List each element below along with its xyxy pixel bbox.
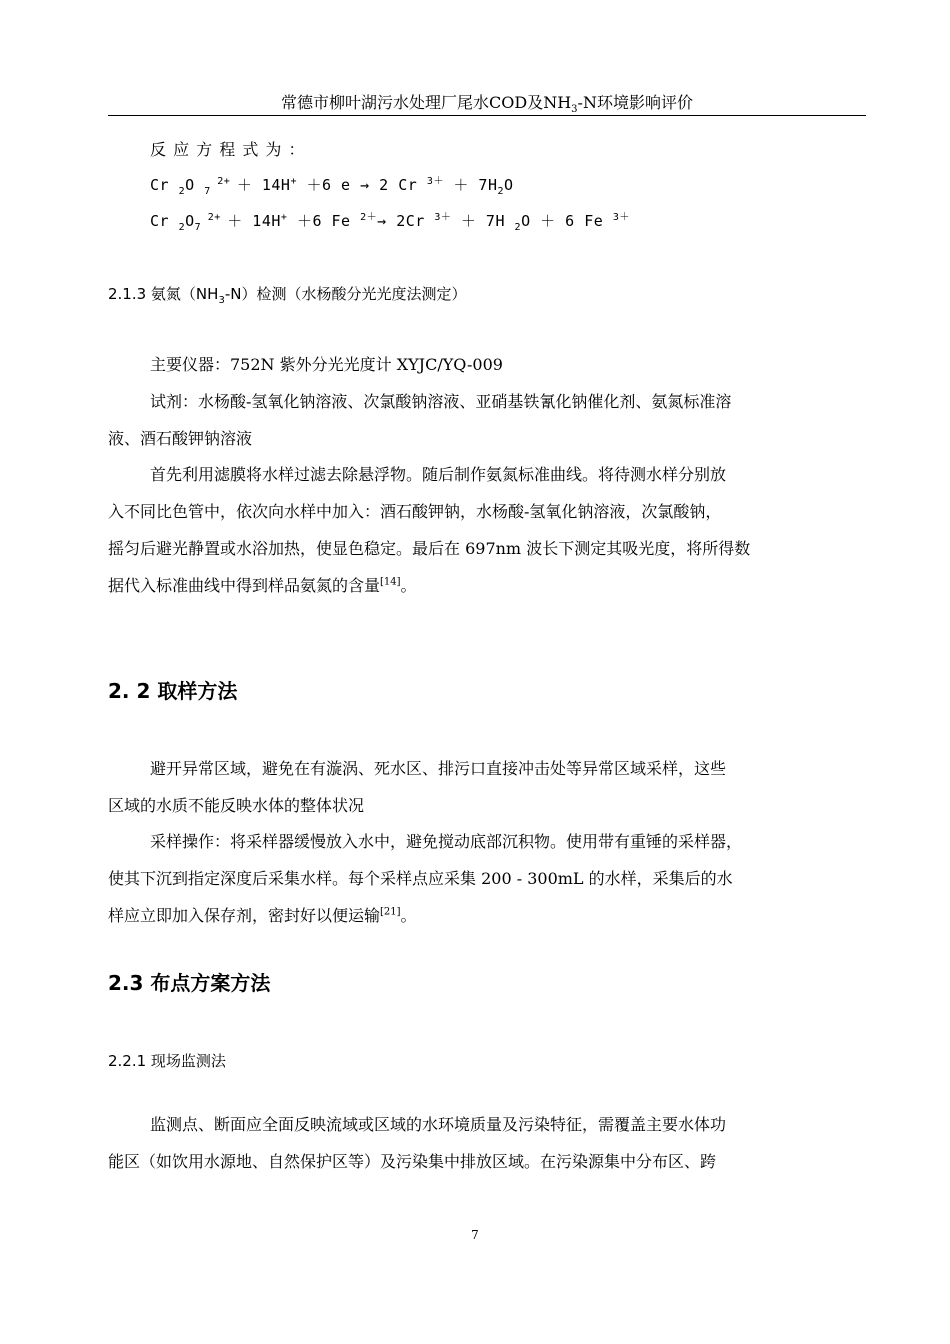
paragraph-avoid-line-2: 区域的水质不能反映水体的整体状况	[108, 796, 365, 815]
equation-intro: 反 应 方 程 式 为 ：	[150, 140, 306, 159]
header-rule	[108, 115, 866, 116]
paragraph-sampling-line-3: 样应立即加入保存剂，密封好以便运输[21]。	[108, 906, 417, 925]
paragraph-method-line-1: 首先利用滤膜将水样过滤去除悬浮物。随后制作氨氮标准曲线。将待测水样分别放	[150, 465, 727, 484]
equation-1: Cr $_2$O $_7$ $^{2+}$ ＋ 14H+ ＋6 e → 2 Cr $^{3+} + 7H_2O$	[150, 176, 514, 197]
section-heading-2-2-1: 2.2.1 现场监测法	[108, 1052, 226, 1070]
paragraph-sampling-line-2: 使其下沉到指定深度后采集水样。每个采样点应采集 200 - 300mL 的水样，采集后的水	[108, 869, 733, 888]
paragraph-method-line-4: 据代入标准曲线中得到样品氨氮的含量[14]。	[108, 576, 417, 595]
citation-14: [14]	[380, 576, 401, 588]
paragraph-reagent-line-2: 液、酒石酸钾钠溶液	[108, 429, 253, 448]
paragraph-site-line-2: 能区（如饮用水源地、自然保护区等）及污染集中排放区域。在污染源集中分布区、跨	[108, 1152, 717, 1171]
section-heading-2-2: 2. 2 取样方法	[108, 679, 238, 703]
paragraph-instrument: 主要仪器：752N 紫外分光光度计 XYJC/YQ-009	[150, 355, 503, 374]
paragraph-avoid-line-1: 避开异常区域，避免在有漩涡、死水区、排污口直接冲击处等异常区域采样，这些	[150, 759, 727, 778]
paragraph-method-line-3: 摇匀后避光静置或水浴加热，使显色稳定。最后在 697nm 波长下测定其吸光度，将所得数	[108, 539, 751, 558]
citation-21: [21]	[380, 906, 401, 918]
paragraph-site-line-1: 监测点、断面应全面反映流域或区域的水环境质量及污染特征，需覆盖主要水体功	[150, 1115, 727, 1134]
running-header: 常德市柳叶湖污水处理厂尾水COD及$NH_3-N$环境影响评价	[281, 93, 693, 116]
paragraph-method-line-2: 入不同比色管中，依次向水样中加入：酒石酸钾钠，水杨酸-氢氧化钠溶液，次氯酸钠，	[108, 502, 722, 521]
paragraph-sampling-line-1: 采样操作：将采样器缓慢放入水中，避免搅动底部沉积物。使用带有重锤的采样器，	[150, 832, 743, 851]
section-heading-2-3: 2.3 布点方案方法	[108, 971, 271, 995]
equation-2: Cr $_2O_7$ $^{2+}$ ＋ 14H+ ＋6 Fe $^{2+}$→ 2Cr $^{3+}$ ＋ 7H $_2$O ＋ 6 Fe $^{3+}$	[150, 212, 630, 233]
section-heading-2-1-3: 2.1.3 氨氮$(NH_3-N)$检测（水杨酸分光光度法测定）	[108, 285, 467, 306]
paragraph-reagent-line-1: 试剂：水杨酸-氢氧化钠溶液、次氯酸钠溶液、亚硝基铁氰化钠催化剂、氨氮标准溶	[150, 392, 732, 411]
page-number: 7	[471, 1228, 479, 1242]
